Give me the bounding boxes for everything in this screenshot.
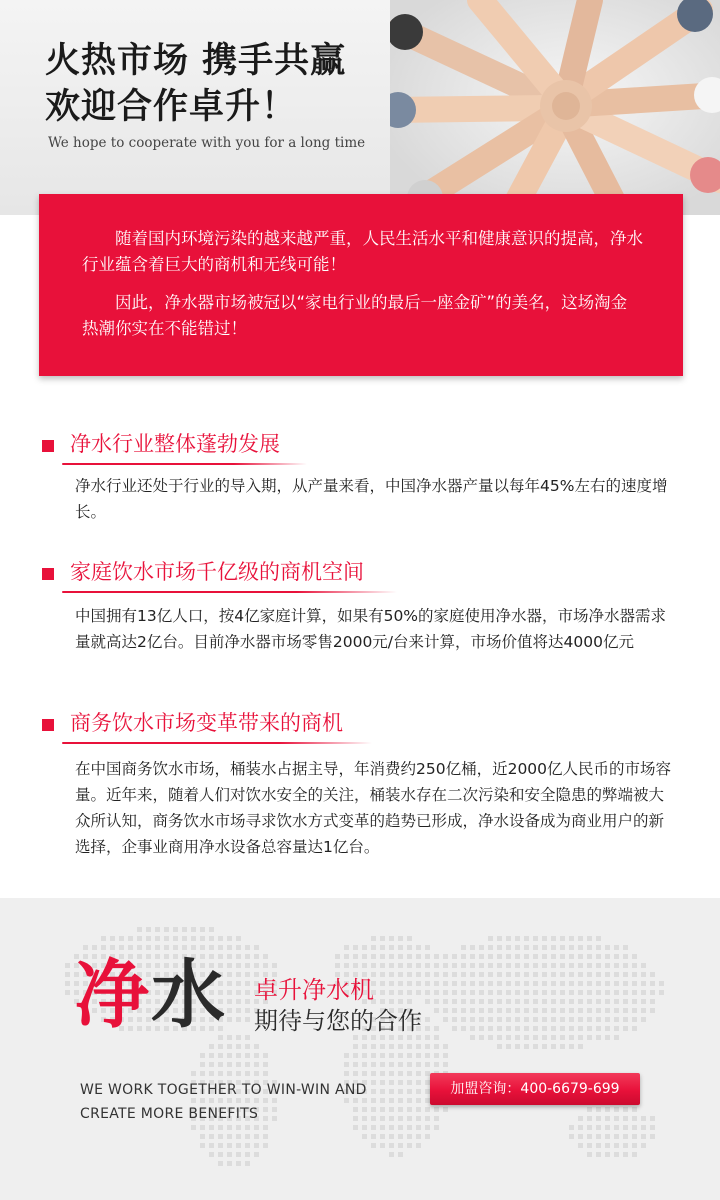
section-underline bbox=[62, 463, 307, 465]
joined-hands-photo bbox=[390, 0, 720, 215]
section-body: 中国拥有13亿人口，按4亿家庭计算，如果有50%的家庭使用净水器，市场净水器需求量就高达2亿台。目前净水器市场零售2000元/台来计算，市场价值将达4000亿元 bbox=[75, 607, 667, 651]
section-industry bbox=[0, 427, 720, 521]
intro-paragraph-1: 随着国内环境污染的越来越严重，人民生活水平和健康意识的提高，净水行业蕴含着巨大的商机和无线可能！ bbox=[82, 229, 643, 274]
hero-subtitle: We hope to cooperate with you for a long time bbox=[48, 135, 366, 151]
big-char-red: 净 bbox=[75, 952, 151, 1038]
section-title: 商务饮水市场变革带来的商机 bbox=[70, 711, 343, 735]
hero-banner bbox=[0, 0, 720, 215]
square-bullet-icon bbox=[42, 719, 54, 731]
square-bullet-icon bbox=[42, 568, 54, 580]
hero-title-line2: 欢迎合作卓升！ bbox=[45, 87, 298, 127]
section-home-market bbox=[0, 555, 720, 651]
section-business-market bbox=[0, 706, 720, 856]
square-bullet-icon bbox=[42, 440, 54, 452]
section-underline bbox=[62, 591, 397, 593]
intro-paragraph-2: 因此，净水器市场被冠以“家电行业的最后一座金矿”的美名，这场淘金热潮你实在不能错过！ bbox=[82, 293, 628, 338]
english-slogan bbox=[80, 1078, 367, 1126]
hero-title-line1: 火热市场 携手共赢 bbox=[45, 41, 347, 81]
section-header bbox=[0, 555, 720, 595]
footer-banner bbox=[0, 898, 720, 1200]
english-slogan-line2: CREATE MORE BENEFITS bbox=[80, 1106, 259, 1122]
hero-title bbox=[45, 38, 346, 130]
section-header bbox=[0, 706, 720, 746]
english-slogan-line1: WE WORK TOGETHER TO WIN-WIN AND bbox=[80, 1082, 367, 1098]
intro-box bbox=[39, 194, 683, 376]
brand-slogan: 卓升净水机 bbox=[254, 976, 374, 1004]
section-underline bbox=[62, 742, 372, 744]
franchise-hotline-button[interactable]: 加盟咨询：400-6679-699 bbox=[430, 1073, 640, 1105]
section-header bbox=[0, 427, 720, 467]
cooperation-slogan: 期待与您的合作 bbox=[254, 1007, 422, 1035]
section-body: 净水行业还处于行业的导入期，从产量来看，中国净水器产量以每年45%左右的速度增长。 bbox=[75, 477, 668, 521]
world-map-dots bbox=[0, 898, 720, 1200]
big-water-title bbox=[75, 952, 227, 1038]
section-title: 净水行业整体蓬勃发展 bbox=[70, 432, 280, 456]
big-char-dark: 水 bbox=[151, 952, 227, 1038]
section-body: 在中国商务饮水市场，桶装水占据主导，年消费约250亿桶，近2000亿人民币的市场容量。近年来，随着人们对饮水安全的关注，桶装水存在二次污染和安全隐患的弊端被大众所认知，商务饮水市场寻求饮水方式变革的趋势已形成，净水设备成为商业用户的新选择，企事业商用净水设备总容量达1亿台。 bbox=[75, 760, 672, 856]
section-title: 家庭饮水市场千亿级的商机空间 bbox=[70, 560, 364, 584]
